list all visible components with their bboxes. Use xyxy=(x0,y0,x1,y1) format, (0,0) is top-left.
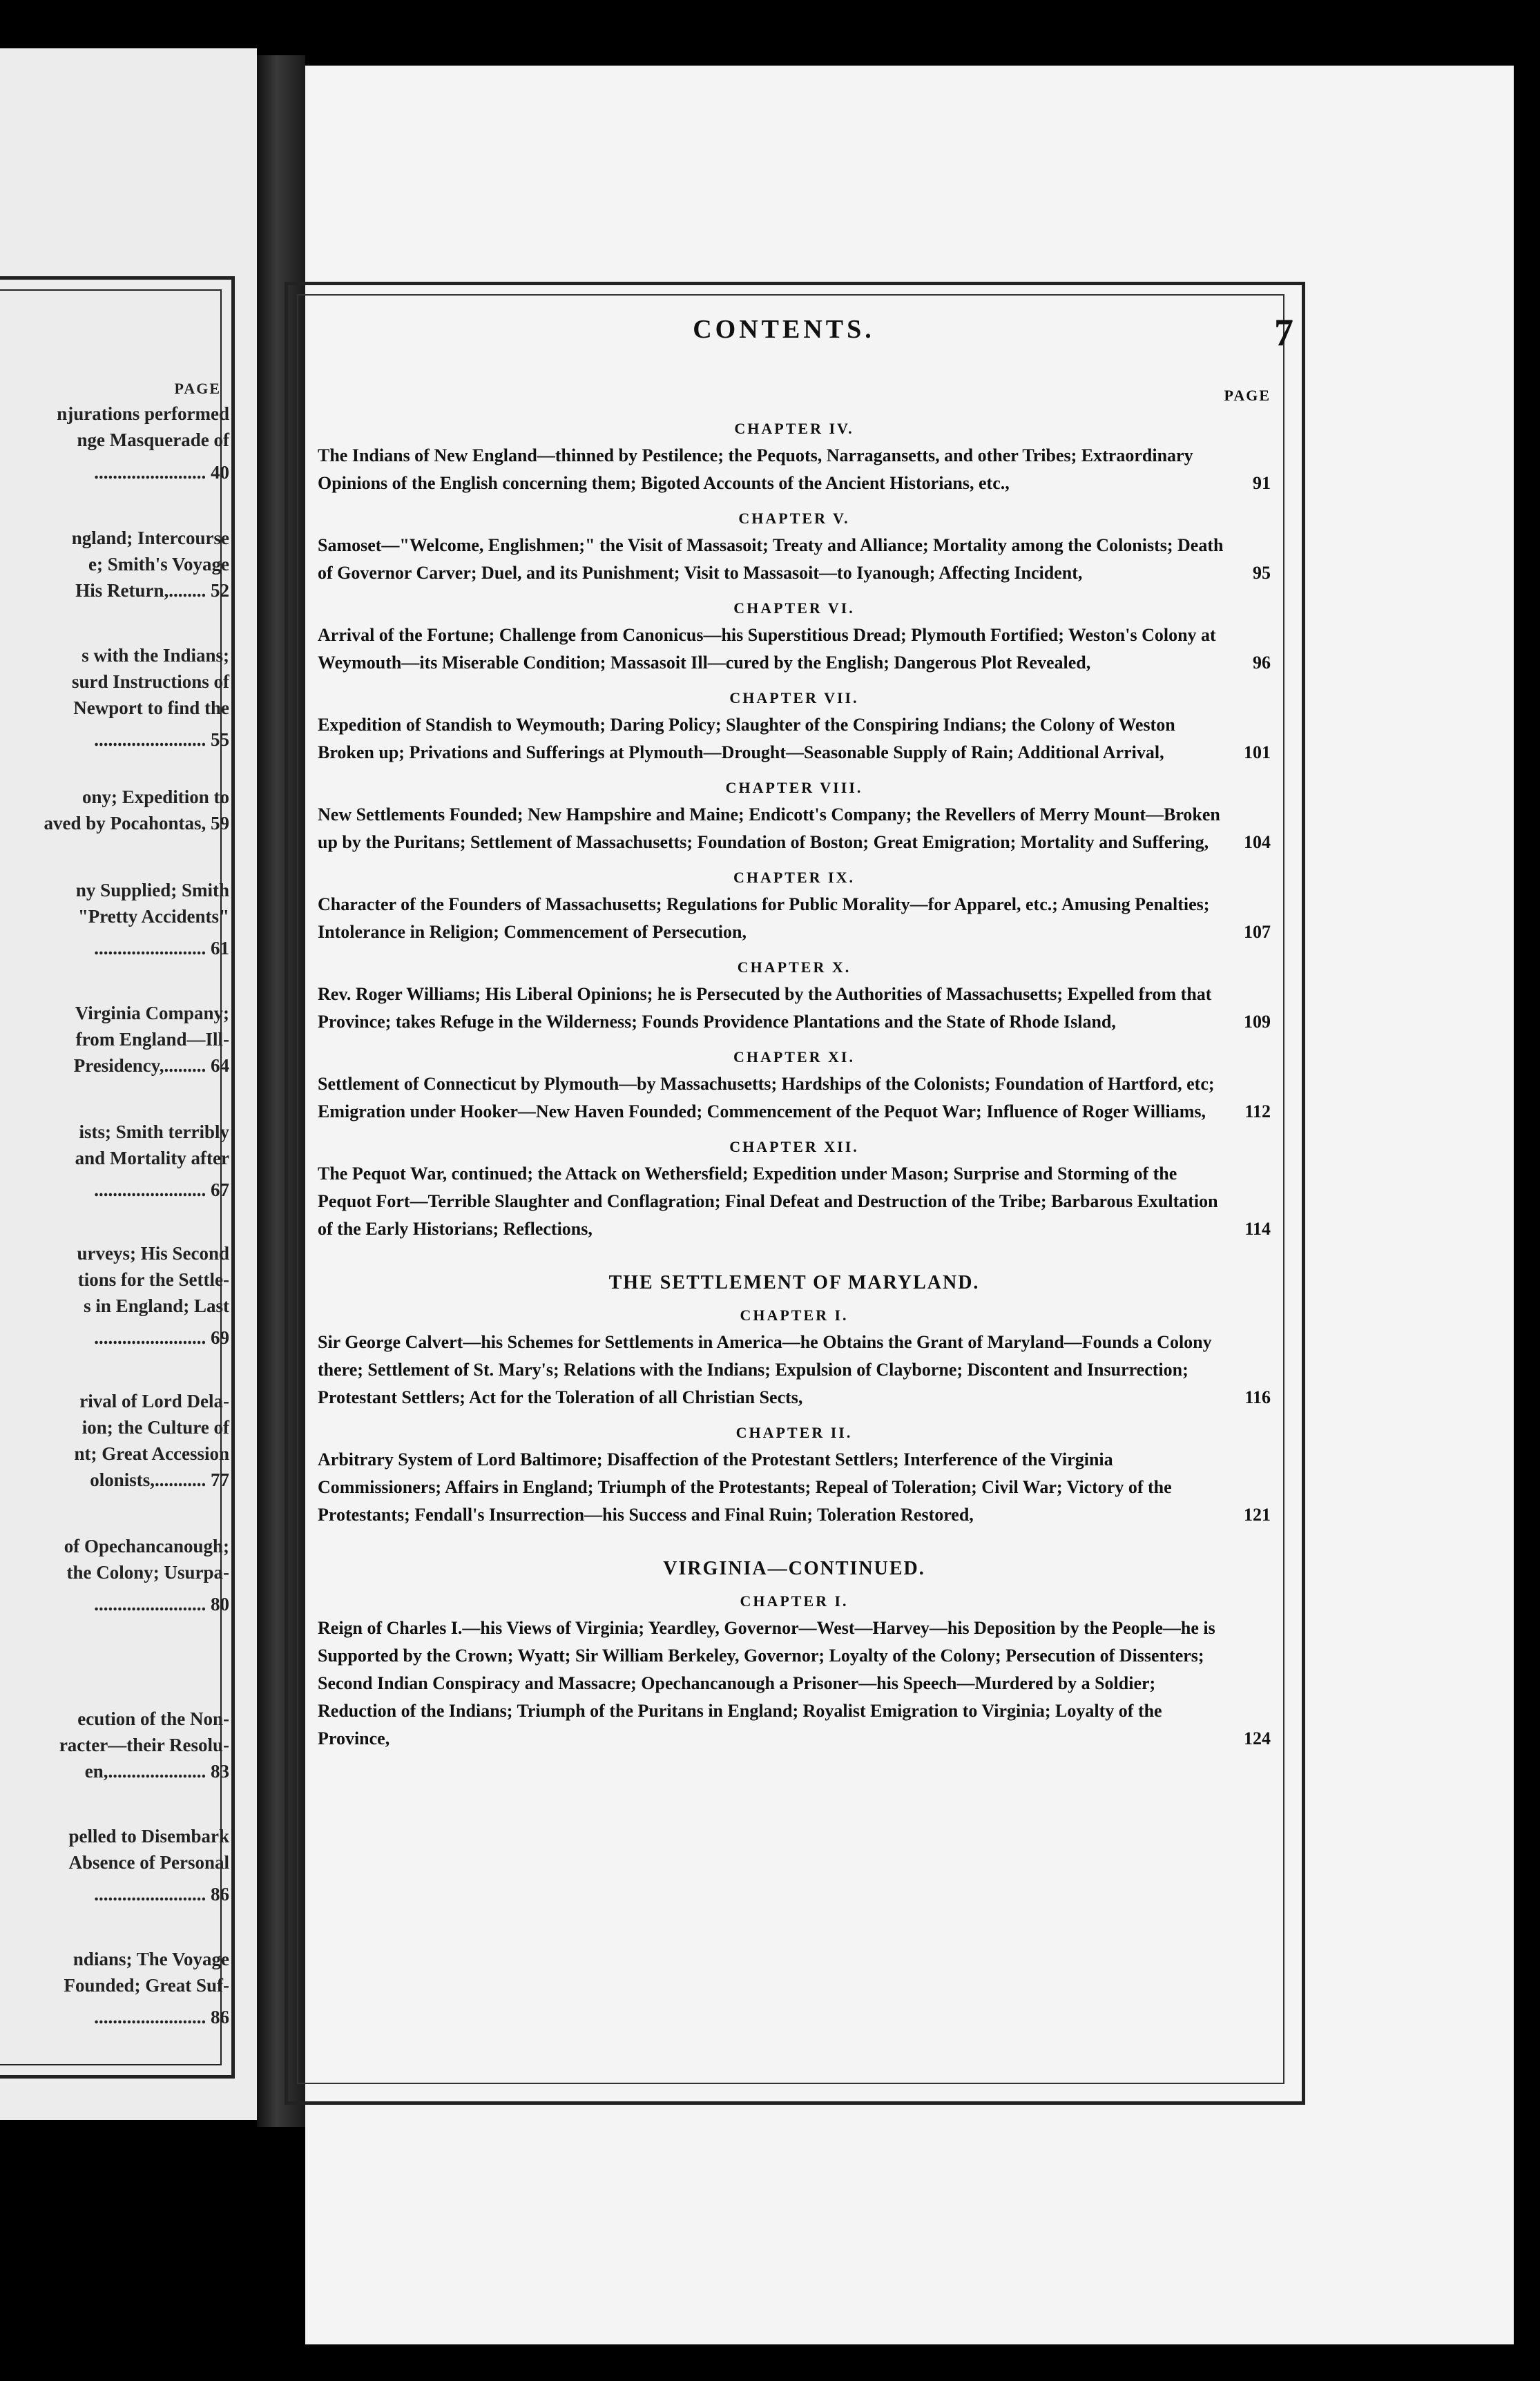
left-page-line: ........................ 40 xyxy=(94,462,229,483)
left-page-line: ........................ 67 xyxy=(94,1179,229,1200)
left-page-line: surd Instructions of xyxy=(71,671,229,692)
chapter-heading: CHAPTER I. xyxy=(740,1307,849,1324)
left-page-line: nt; Great Accession xyxy=(74,1443,229,1464)
chapter-heading: CHAPTER VI. xyxy=(733,599,855,617)
chapter-heading: CHAPTER XII. xyxy=(729,1138,859,1155)
chapter-summary: Rev. Roger Williams; His Liberal Opinions; he is Persecuted by the Authorities of Massachusetts; Expelled from that Province; takes Refuge in the Wilderness; Founds Providence Plantations and the State of Rhode Island, xyxy=(318,984,1212,1032)
left-page-line: Founded; Great Suf- xyxy=(64,1975,229,1996)
left-page-line: nge Masquerade of xyxy=(77,430,229,450)
chapter-heading: CHAPTER II. xyxy=(735,1424,853,1441)
left-page-line: ........................ 86 xyxy=(94,1884,229,1905)
chapter-entry xyxy=(318,1160,1271,1243)
virginia-chapter-list xyxy=(318,1592,1271,1753)
chapter-entry xyxy=(318,1329,1271,1411)
chapter-page-number: 121 xyxy=(1244,1505,1271,1525)
chapter-page-number: 114 xyxy=(1244,1219,1271,1239)
chapter-entry xyxy=(318,981,1271,1036)
left-page-line: rival of Lord Dela- xyxy=(79,1391,229,1411)
chapter-page-number: 91 xyxy=(1253,473,1271,493)
left-page-line: njurations performed xyxy=(57,403,229,424)
maryland-chapter-list xyxy=(318,1307,1271,1529)
chapter-summary: Character of the Founders of Massachusetts; Regulations for Public Morality—for Apparel, etc.; Amusing Penalties; Intolerance in Religion; Commencement of Persecution, xyxy=(318,894,1210,942)
left-page-line: ........................ 86 xyxy=(94,2007,229,2027)
left-page-line: ists; Smith terribly xyxy=(79,1121,229,1142)
chapter-entry xyxy=(318,711,1271,767)
left-page-line: urveys; His Second xyxy=(77,1243,229,1264)
left-page-line: s in England; Last xyxy=(84,1295,229,1316)
chapter-summary: Sir George Calvert—his Schemes for Settlements in America—he Obtains the Grant of Maryland—Founds a Colony there; Settlement of St. Mary's; Relations with the Indians; Expulsion of Clayborne; Discontent and Insurrection; Protestant Settlers; Act for the Toleration of all Christian Sects, xyxy=(318,1332,1212,1407)
left-page-line: ........................ 55 xyxy=(94,729,229,750)
chapter-summary: The Pequot War, continued; the Attack on Wethersfield; Expedition under Mason; Surprise and Storming of the Pequot Fort—Terrible Slaughter and Conflagration; Final Defeat and Destruction of the Tribe; Barbarous Exultation of the Early Historians; Reflections, xyxy=(318,1164,1218,1239)
chapter-summary: Settlement of Connecticut by Plymouth—by Massachusetts; Hardships of the Colonists; Foundation of Hartford, etc; Emigration under Hooker—New Haven Founded; Commencement of the Pequot War; Influence of Roger Williams, xyxy=(318,1074,1215,1121)
left-page-line: Presidency,......... 64 xyxy=(73,1055,229,1076)
left-page-line: ........................ 80 xyxy=(94,1594,229,1614)
chapter-entry xyxy=(318,1070,1271,1126)
section-title-virginia: VIRGINIA—CONTINUED. xyxy=(663,1558,925,1579)
chapter-entry xyxy=(318,621,1271,677)
left-page-line: Virginia Company; xyxy=(75,1003,229,1023)
chapter-heading: CHAPTER XI. xyxy=(733,1048,855,1066)
chapter-heading: CHAPTER IV. xyxy=(734,420,854,437)
chapter-heading: CHAPTER V. xyxy=(738,510,850,527)
left-page-line: tions for the Settle- xyxy=(77,1269,229,1290)
page-number: 7 xyxy=(1274,311,1293,354)
left-page-line: ngland; Intercourse xyxy=(71,528,229,548)
left-page-line: ndians; The Voyage xyxy=(73,1949,229,1969)
left-page-line: ........................ 69 xyxy=(94,1327,229,1348)
contents-title: CONTENTS. xyxy=(693,315,875,344)
left-page-line: racter—their Resolu- xyxy=(59,1735,229,1755)
chapter-page-number: 109 xyxy=(1244,1012,1271,1032)
chapter-heading: CHAPTER I. xyxy=(740,1592,849,1610)
section-title-maryland: THE SETTLEMENT OF MARYLAND. xyxy=(608,1272,980,1293)
left-page-line: Newport to find the xyxy=(73,697,229,718)
left-page-line: from England—Ill- xyxy=(75,1029,229,1050)
chapter-entry xyxy=(318,891,1271,946)
left-page-line: e; Smith's Voyage xyxy=(88,554,229,575)
chapter-entry xyxy=(318,1446,1271,1529)
chapter-summary: Arrival of the Fortune; Challenge from Canonicus—his Superstitious Dread; Plymouth Fortified; Weston's Colony at Weymouth—its Miserable Condition; Massasoit Ill—cured by the English; Dangerous Plot Revealed, xyxy=(318,625,1216,673)
chapter-page-number: 124 xyxy=(1244,1728,1271,1748)
chapter-summary: Expedition of Standish to Weymouth; Daring Policy; Slaughter of the Conspiring Indians; the Colony of Weston Broken up; Privations and Sufferings at Plymouth—Drought—Seasonable Supply of Rain; Additional Arrival, xyxy=(318,715,1175,762)
chapter-heading: CHAPTER VIII. xyxy=(725,779,863,796)
left-page-line: of Opechancanough; xyxy=(64,1536,229,1556)
left-page-line: His Return,........ 52 xyxy=(75,580,229,601)
chapter-page-number: 107 xyxy=(1244,922,1271,942)
chapter-summary: Reign of Charles I.—his Views of Virginia; Yeardley, Governor—West—Harvey—his Deposition by the People—he is Supported by the Crown; Wyatt; Sir William Berkeley, Governor; Loyalty of the Colony; Persecution of Dissenters; Second Indian Conspiracy and Massacre; Opechancanough a Prisoner—his Speech—Murdered by a Soldier; Reduction of the Indians; Triumph of the Puritans in England; Royalist Emigration to Virginia; Loyalty of the Province, xyxy=(318,1618,1215,1748)
left-page-label: PAGE xyxy=(174,380,221,397)
left-facing-page xyxy=(0,48,257,2120)
left-page-line: pelled to Disembark xyxy=(68,1826,229,1847)
left-page-line: and Mortality after xyxy=(75,1148,229,1168)
chapter-entry xyxy=(318,442,1271,497)
chapter-heading: CHAPTER VII. xyxy=(729,689,859,706)
chapter-summary: The Indians of New England—thinned by Pestilence; the Pequots, Narragansetts, and other Tribes; Extraordinary Opinions of the English concerning them; Bigoted Accounts of the Ancient Historians, etc., xyxy=(318,445,1193,493)
chapter-page-number: 116 xyxy=(1244,1387,1271,1407)
left-page-line: ony; Expedition to xyxy=(81,787,229,807)
left-page-line: aved by Pocahontas, 59 xyxy=(44,813,229,833)
chapter-list xyxy=(318,420,1271,1243)
chapter-heading: CHAPTER X. xyxy=(737,958,851,976)
chapter-entry xyxy=(318,1614,1271,1753)
left-page-line: olonists,........... 77 xyxy=(90,1469,229,1490)
left-page-line: ........................ 61 xyxy=(94,938,229,958)
left-page-line: the Colony; Usurpa- xyxy=(66,1562,229,1583)
chapter-entry xyxy=(318,532,1271,587)
left-page-line: Absence of Personal xyxy=(68,1852,229,1873)
chapter-page-number: 112 xyxy=(1244,1101,1271,1121)
chapter-summary: New Settlements Founded; New Hampshire and Maine; Endicott's Company; the Revellers of Merry Mount—Broken up by the Puritans; Settlement of Massachusetts; Foundation of Boston; Great Emigration; Mortality and Suffering, xyxy=(318,804,1220,852)
left-page-line: "Pretty Accidents" xyxy=(77,906,229,927)
chapter-page-number: 101 xyxy=(1244,742,1271,762)
left-page-line: ion; the Culture of xyxy=(81,1417,229,1438)
chapter-entry xyxy=(318,801,1271,856)
left-page-line: s with the Indians; xyxy=(81,645,229,666)
left-page-line: ecution of the Non- xyxy=(77,1708,229,1729)
chapter-page-number: 96 xyxy=(1253,653,1271,673)
left-page-line: ny Supplied; Smith xyxy=(75,880,229,900)
chapter-summary: Samoset—"Welcome, Englishmen;" the Visit of Massasoit; Treaty and Alliance; Mortality among the Colonists; Death of Governor Carver; Duel, and its Punishment; Visit to Massasoit—to Iyanough; Affecting Incident, xyxy=(318,535,1224,583)
page-column-label: PAGE xyxy=(1224,387,1271,404)
left-page-line: en,..................... 83 xyxy=(84,1761,229,1782)
chapter-page-number: 95 xyxy=(1253,563,1271,583)
chapter-summary: Arbitrary System of Lord Baltimore; Disaffection of the Protestant Settlers; Interference of the Virginia Commissioners; Affairs in England; Triumph of the Protestants; Repeal of Toleration; Civil War; Victory of the Protestants; Fendall's Insurrection—his Success and Final Ruin; Toleration Restored, xyxy=(318,1449,1172,1525)
contents-list xyxy=(318,387,1271,1753)
chapter-heading: CHAPTER IX. xyxy=(733,869,855,886)
chapter-page-number: 104 xyxy=(1244,832,1271,852)
